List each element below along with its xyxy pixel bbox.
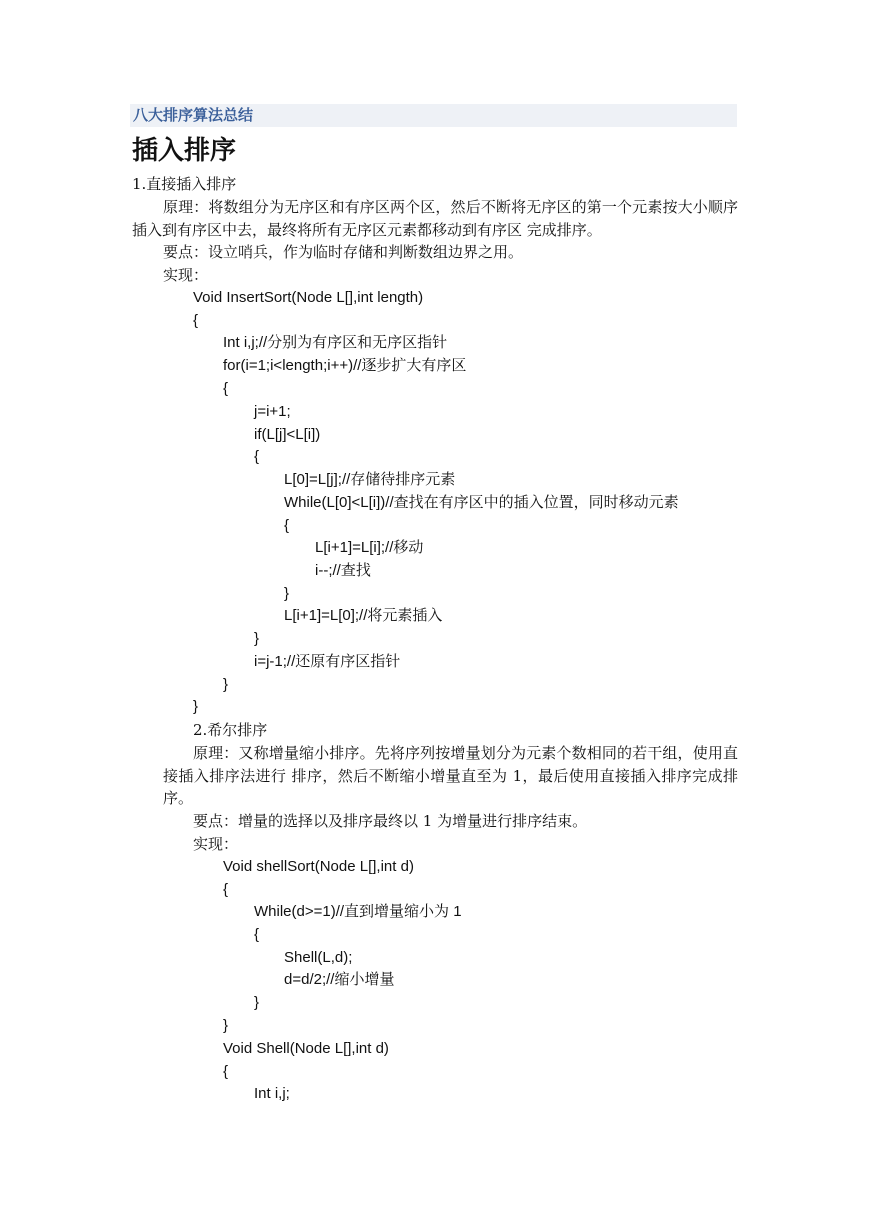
code-line: Void InsertSort(Node L[],int length) [193, 289, 424, 306]
code-line: { [193, 312, 199, 329]
s2-principle: 原理：又称增量缩小排序。先将序列按增量划分为元素个数相同的若干组，使用直接插入排序法进行 排序，然后不断缩小增量直至为 1，最后使用直接插入排序完成排序。 [163, 744, 738, 807]
code-line: Int i,j;//分别为有序区和无序区指针 [223, 334, 448, 351]
code-line: Int i,j; [254, 1085, 290, 1102]
code-line: if(L[j]<L[i]) [254, 426, 321, 443]
code-line: d=d/2;//缩小增量 [284, 971, 395, 988]
s1-title: 1.直接插入排序 [132, 175, 237, 193]
doc-banner-title: 八大排序算法总结 [130, 104, 737, 127]
code-line: for(i=1;i<length;i++)//逐步扩大有序区 [223, 357, 467, 374]
code-line: } [284, 585, 290, 602]
code-line: { [254, 926, 260, 943]
code-line: } [193, 698, 199, 715]
code-line: Shell(L,d); [284, 949, 353, 966]
code-line: } [223, 676, 229, 693]
code-line: { [223, 380, 229, 397]
code-line: } [254, 994, 260, 1011]
code-line: } [223, 1017, 229, 1034]
code-line: While(d>=1)//直到增量缩小为 1 [254, 903, 462, 920]
code-line: { [254, 448, 260, 465]
code-line: Void shellSort(Node L[],int d) [223, 858, 414, 875]
code-line: While(L[0]<L[i])//查找在有序区中的插入位置，同时移动元素 [284, 494, 679, 511]
s2-title: 2.希尔排序 [193, 721, 268, 739]
s1-principle: 原理：将数组分为无序区和有序区两个区，然后不断将无序区的第一个元素按大小顺序插入到有序区中去，最终将所有无序区元素都移动到有序区 完成排序。 [132, 198, 738, 239]
s1-impl-label: 实现： [163, 266, 209, 284]
code-line: { [223, 1063, 229, 1080]
code-line: Void Shell(Node L[],int d) [223, 1040, 389, 1057]
code-line: j=i+1; [254, 403, 291, 420]
code-line: L[i+1]=L[i];//移动 [315, 539, 424, 556]
code-line: L[i+1]=L[0];//将元素插入 [284, 607, 443, 624]
code-line: } [254, 630, 260, 647]
section-heading: 插入排序 [132, 136, 237, 166]
code-line: { [284, 517, 290, 534]
code-line: L[0]=L[j];//存储待排序元素 [284, 471, 456, 488]
code-line: i=j-1;//还原有序区指针 [254, 653, 401, 670]
code-line: i--;//查找 [315, 562, 371, 579]
code-line: { [223, 881, 229, 898]
s2-impl-label: 实现： [193, 835, 239, 853]
s1-key-point: 要点：设立哨兵，作为临时存储和判断数组边界之用。 [163, 243, 524, 261]
s2-key-point: 要点：增量的选择以及排序最终以 1 为增量进行排序结束。 [193, 812, 588, 830]
